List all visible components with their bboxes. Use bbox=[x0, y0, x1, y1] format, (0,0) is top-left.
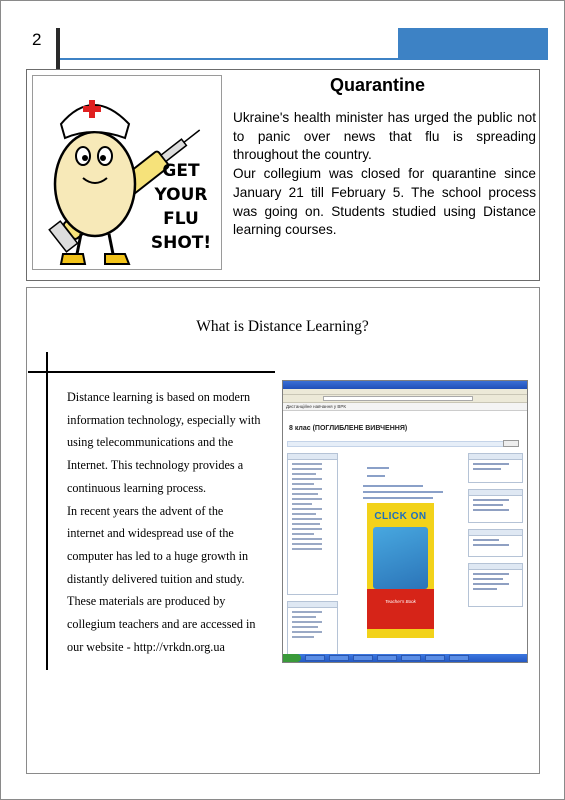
svg-text:YOUR: YOUR bbox=[154, 185, 208, 205]
vertical-divider bbox=[46, 352, 48, 670]
quarantine-body bbox=[233, 109, 536, 240]
distance-learning-title: What is Distance Learning? bbox=[196, 318, 369, 335]
dl-line: continuous learning process. bbox=[67, 480, 207, 495]
book-title: CLICK ON bbox=[374, 511, 427, 522]
browser-titlebar bbox=[283, 381, 527, 389]
dl-line: internet and widespread use of the bbox=[67, 526, 234, 541]
browser-address-bar bbox=[283, 395, 527, 403]
header-white-tab bbox=[60, 26, 398, 60]
dl-line: Internet. This technology provides a bbox=[67, 458, 244, 473]
dl-line: information technology, especially with bbox=[67, 412, 261, 427]
course-title: 8 клас (ПОГЛИБЛЕНЕ ВИВЧЕННЯ) bbox=[289, 425, 408, 432]
navigation-block bbox=[287, 453, 338, 595]
edit-button bbox=[503, 440, 519, 447]
svg-text:SHOT!: SHOT! bbox=[150, 233, 212, 253]
distance-learning-body bbox=[67, 386, 277, 658]
dl-line: computer has led to a huge growth in bbox=[67, 548, 249, 563]
svg-text:FLU: FLU bbox=[163, 209, 199, 229]
dl-line: using telecommunications and the bbox=[67, 435, 234, 450]
site-header: Дистанційне навчання у ВРК bbox=[283, 403, 527, 411]
horizontal-divider bbox=[28, 371, 275, 373]
breadcrumb bbox=[287, 441, 519, 447]
page-number: 2 bbox=[32, 30, 42, 49]
search-block bbox=[468, 453, 523, 483]
news-block bbox=[468, 489, 523, 523]
dl-line: collegium teachers and are accessed in bbox=[67, 617, 256, 632]
click-on-book-cover bbox=[367, 503, 434, 638]
dl-line: These materials are produced by bbox=[67, 594, 226, 609]
quarantine-title: Quarantine bbox=[330, 75, 426, 95]
dl-line: distantly delivered tuition and study. bbox=[67, 571, 245, 586]
windows-taskbar bbox=[283, 654, 528, 662]
dl-line: Distance learning is based on modern bbox=[67, 390, 251, 404]
settings-block bbox=[287, 601, 338, 659]
svg-text:GET: GET bbox=[162, 161, 200, 181]
distance-learning-website-screenshot bbox=[282, 380, 528, 663]
dl-line: our website - http://vrkdn.org.ua bbox=[67, 639, 225, 654]
flu-shot-illustration bbox=[32, 75, 222, 270]
events-block bbox=[468, 529, 523, 557]
page-number-box bbox=[26, 28, 60, 70]
activity-block bbox=[468, 563, 523, 607]
quarantine-paragraph-1: Ukraine's health minister has urged the public not to panic over news that flu is spreading throughout the country. bbox=[233, 110, 536, 163]
book-subtitle: Teacher's Book bbox=[385, 599, 416, 604]
quarantine-paragraph-2: Our collegium was closed for quarantine since January 21 till February 5. The school process was going on. Students studied using Distance learning courses. bbox=[233, 166, 536, 238]
dl-line: In recent years the advent of the bbox=[67, 503, 224, 518]
flu-shot-egg-icon bbox=[33, 76, 222, 270]
